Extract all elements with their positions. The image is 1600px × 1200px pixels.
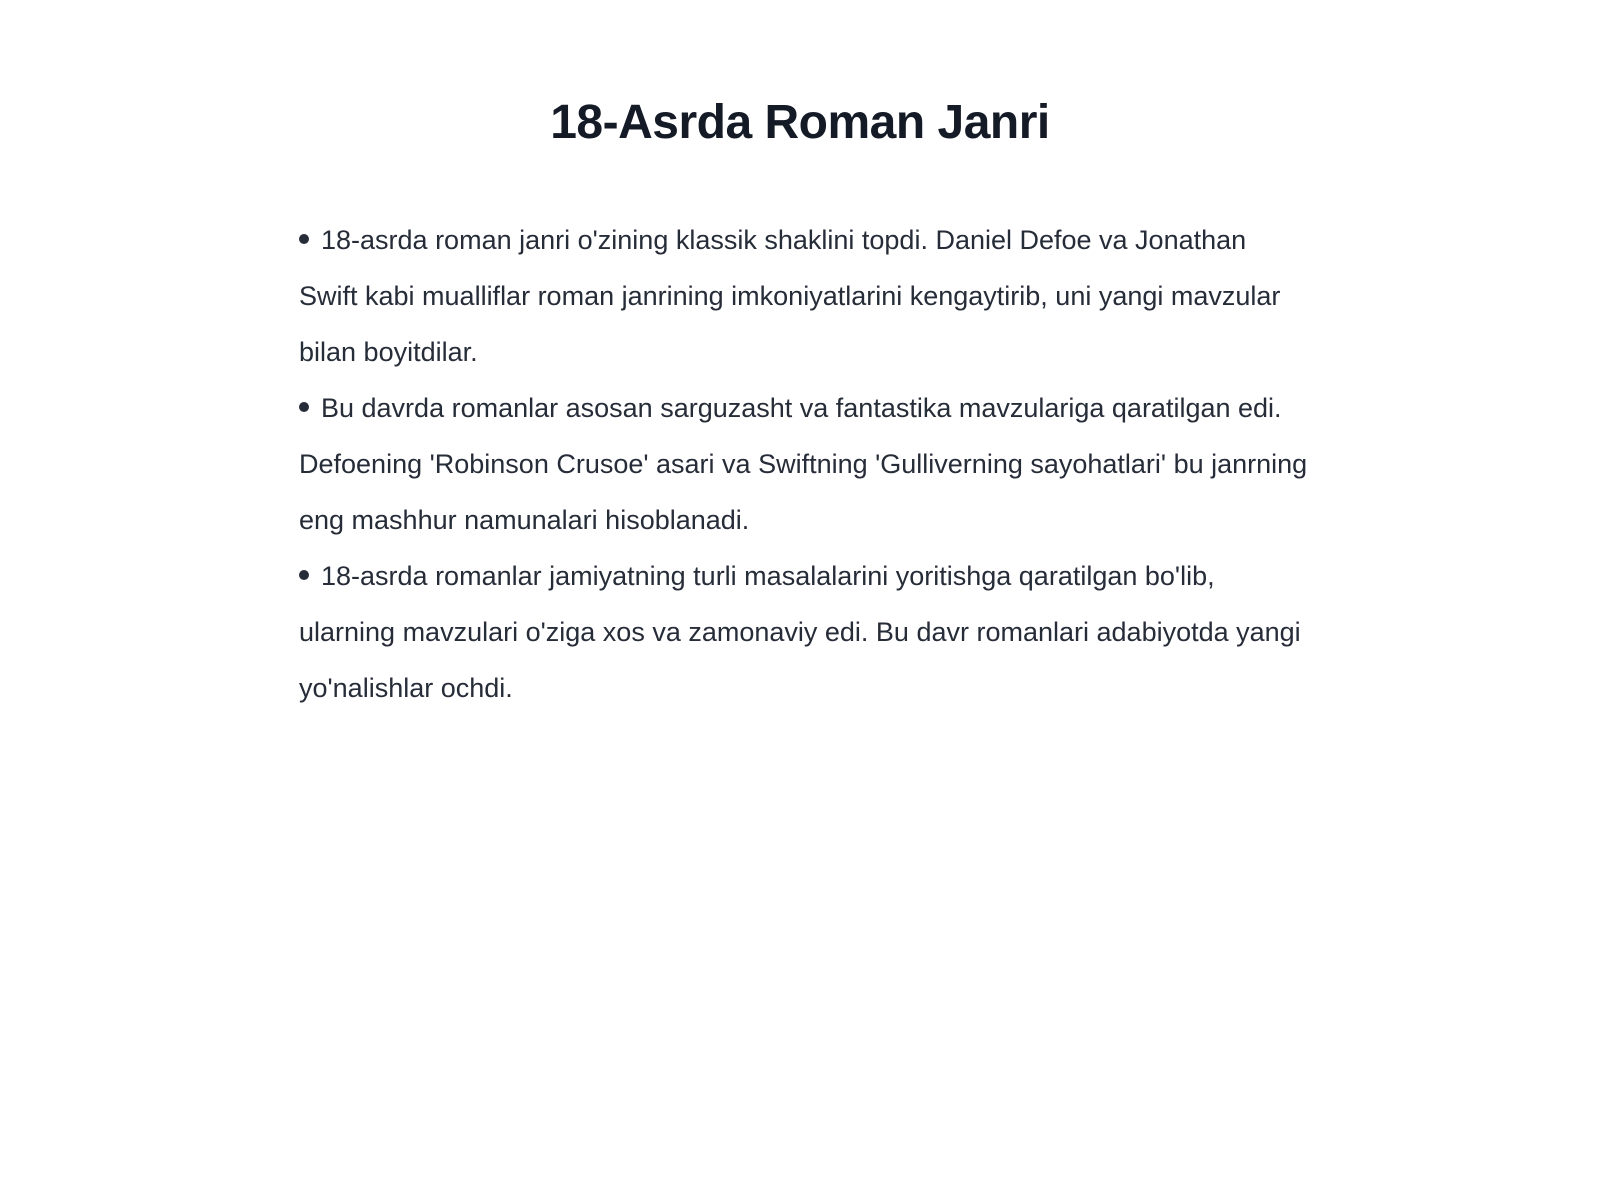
bullet-dot-icon <box>299 570 309 580</box>
bullet-text: 18-asrda romanlar jamiyatning turli masalalarini yoritishga qaratilgan bo'lib, ularning mavzulari o'ziga xos va zamonaviy edi. Bu davr romanlari adabiyotda yangi yo'nalishlar ochdi. <box>299 561 1301 703</box>
bullet-text: 18-asrda roman janri o'zining klassik shaklini topdi. Daniel Defoe va Jonathan Swift kabi mualliflar roman janrining imkoniyatlarini kengaytirib, uni yangi mavzular bilan boyitdilar. <box>299 225 1281 367</box>
slide-title: 18-Asrda Roman Janri <box>550 96 1050 149</box>
bullet-dot-icon <box>299 234 309 244</box>
bullet-dot-icon <box>299 402 309 412</box>
bullet-item <box>299 548 1309 716</box>
bullet-item <box>299 212 1309 380</box>
bullet-item <box>299 380 1309 548</box>
bullet-text: Bu davrda romanlar asosan sarguzasht va fantastika mavzulariga qaratilgan edi. Defoening 'Robinson Crusoe' asari va Swiftning 'Gulliverning sayohatlari' bu janrning eng mashhur namunalari hisoblanadi. <box>299 393 1308 535</box>
bullet-list <box>299 212 1309 716</box>
